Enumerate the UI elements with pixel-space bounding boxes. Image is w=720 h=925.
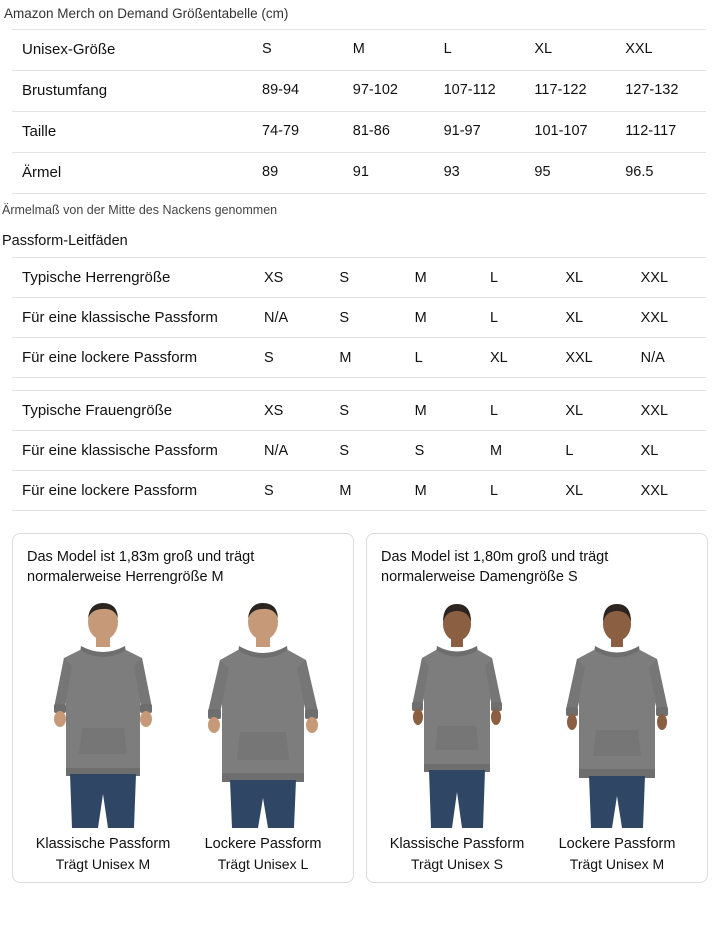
cell: 93 [443, 164, 460, 181]
figure-male-classic [27, 598, 179, 872]
figure-row [27, 598, 339, 872]
figure-female-classic [381, 598, 533, 872]
table-row [12, 112, 706, 153]
figure-subtitle: Trägt Unisex M [569, 856, 665, 872]
male-model-classic-fit-hoodie-image [28, 598, 178, 828]
cell: XS [264, 269, 284, 286]
cell: XXL [640, 402, 669, 419]
figure-row [381, 598, 693, 872]
cell: XXL [640, 309, 669, 326]
cell: XL [565, 269, 584, 286]
cell: L [443, 41, 452, 58]
cell: XXL [565, 349, 593, 366]
cell: S [414, 442, 425, 459]
cell: S [339, 309, 349, 326]
table-row [12, 431, 706, 471]
cell: 89-94 [262, 82, 300, 99]
cell: M [339, 349, 352, 366]
cell: S [264, 482, 274, 499]
figure-title: Klassische Passform [389, 836, 525, 852]
cell: M [339, 482, 352, 499]
cell: XXL [640, 482, 669, 499]
table-row [12, 30, 706, 71]
figure-subtitle: Trägt Unisex S [410, 856, 504, 872]
model-card-female [366, 533, 708, 883]
cell: 96.5 [625, 164, 654, 181]
cell: XL [640, 442, 659, 459]
row-label: Ärmel [22, 164, 62, 181]
sleeve-measurement-note: Ärmelmaß von der Mitte des Nackens genommen [2, 203, 278, 217]
cell: 97-102 [352, 82, 398, 99]
table-row [12, 153, 706, 194]
figure-title: Lockere Passform [204, 836, 322, 852]
cell: N/A [264, 442, 289, 459]
cell: XL [565, 482, 584, 499]
table-row [12, 338, 706, 378]
figure-title: Klassische Passform [35, 836, 171, 852]
cell: 107-112 [443, 82, 496, 99]
figure-subtitle: Trägt Unisex M [55, 856, 151, 872]
cell: 91-97 [443, 123, 481, 140]
model-caption: Das Model ist 1,80m groß und trägt normalerweise Damengröße S [381, 549, 609, 585]
table-row [12, 71, 706, 112]
figure-subtitle: Trägt Unisex L [217, 856, 309, 872]
cell: 101-107 [534, 123, 588, 140]
female-model-relaxed-fit-hoodie-image [542, 598, 692, 828]
cell: L [489, 269, 499, 286]
cell: L [489, 402, 499, 419]
row-label: Für eine lockere Passform [22, 349, 198, 366]
model-cards [12, 533, 708, 883]
cell: XS [264, 402, 284, 419]
table-row [12, 391, 706, 431]
cell: L [489, 482, 499, 499]
row-label: Unisex-Größe [22, 41, 116, 58]
cell: XXL [625, 41, 653, 58]
row-label: Für eine lockere Passform [22, 482, 198, 499]
row-label: Brustumfang [22, 82, 108, 99]
cell: N/A [264, 309, 289, 326]
table-spacer [0, 378, 720, 390]
cell: 91 [352, 164, 369, 181]
table-row [12, 258, 706, 298]
figure-male-relaxed [187, 598, 339, 872]
cell: L [489, 309, 499, 326]
cell: M [414, 309, 427, 326]
cell: 112-117 [625, 123, 677, 140]
row-label: Typische Herrengröße [22, 269, 171, 286]
cell: M [414, 269, 427, 286]
cell: 127-132 [625, 82, 679, 99]
figure-female-relaxed [541, 598, 693, 872]
cell: XL [565, 402, 584, 419]
fit-guides-title: Passform-Leitfäden [2, 233, 128, 249]
cell: 81-86 [352, 123, 390, 140]
cell: S [339, 269, 349, 286]
cell: N/A [640, 349, 665, 366]
row-label: Für eine klassische Passform [22, 309, 218, 326]
cell: S [264, 349, 274, 366]
table-row [12, 471, 706, 511]
cell: M [414, 482, 427, 499]
page-title: Amazon Merch on Demand Größentabelle (cm) [4, 6, 289, 21]
model-caption: Das Model ist 1,83m groß und trägt normalerweise Herrengröße M [27, 549, 255, 585]
model-card-male [12, 533, 354, 883]
row-label: Typische Frauengröße [22, 402, 173, 419]
cell: 74-79 [262, 123, 300, 140]
cell: L [414, 349, 423, 366]
unisex-size-table [12, 29, 706, 194]
female-model-classic-fit-hoodie-image [382, 598, 532, 828]
cell: XL [565, 309, 584, 326]
figure-title: Lockere Passform [558, 836, 676, 852]
male-model-relaxed-fit-hoodie-image [188, 598, 338, 828]
cell: S [262, 41, 272, 58]
cell: M [414, 402, 427, 419]
mens-fit-table [12, 257, 706, 378]
cell: 95 [534, 164, 551, 181]
cell: M [352, 41, 365, 58]
table-row [12, 298, 706, 338]
womens-fit-table [12, 390, 706, 511]
row-label: Taille [22, 123, 57, 140]
cell: 117-122 [534, 82, 587, 99]
cell: 89 [262, 164, 279, 181]
row-label: Für eine klassische Passform [22, 442, 218, 459]
cell: XL [489, 349, 508, 366]
cell: S [339, 442, 349, 459]
cell: XL [534, 41, 553, 58]
cell: L [565, 442, 574, 459]
cell: XXL [640, 269, 669, 286]
cell: M [489, 442, 503, 459]
cell: S [339, 402, 349, 419]
